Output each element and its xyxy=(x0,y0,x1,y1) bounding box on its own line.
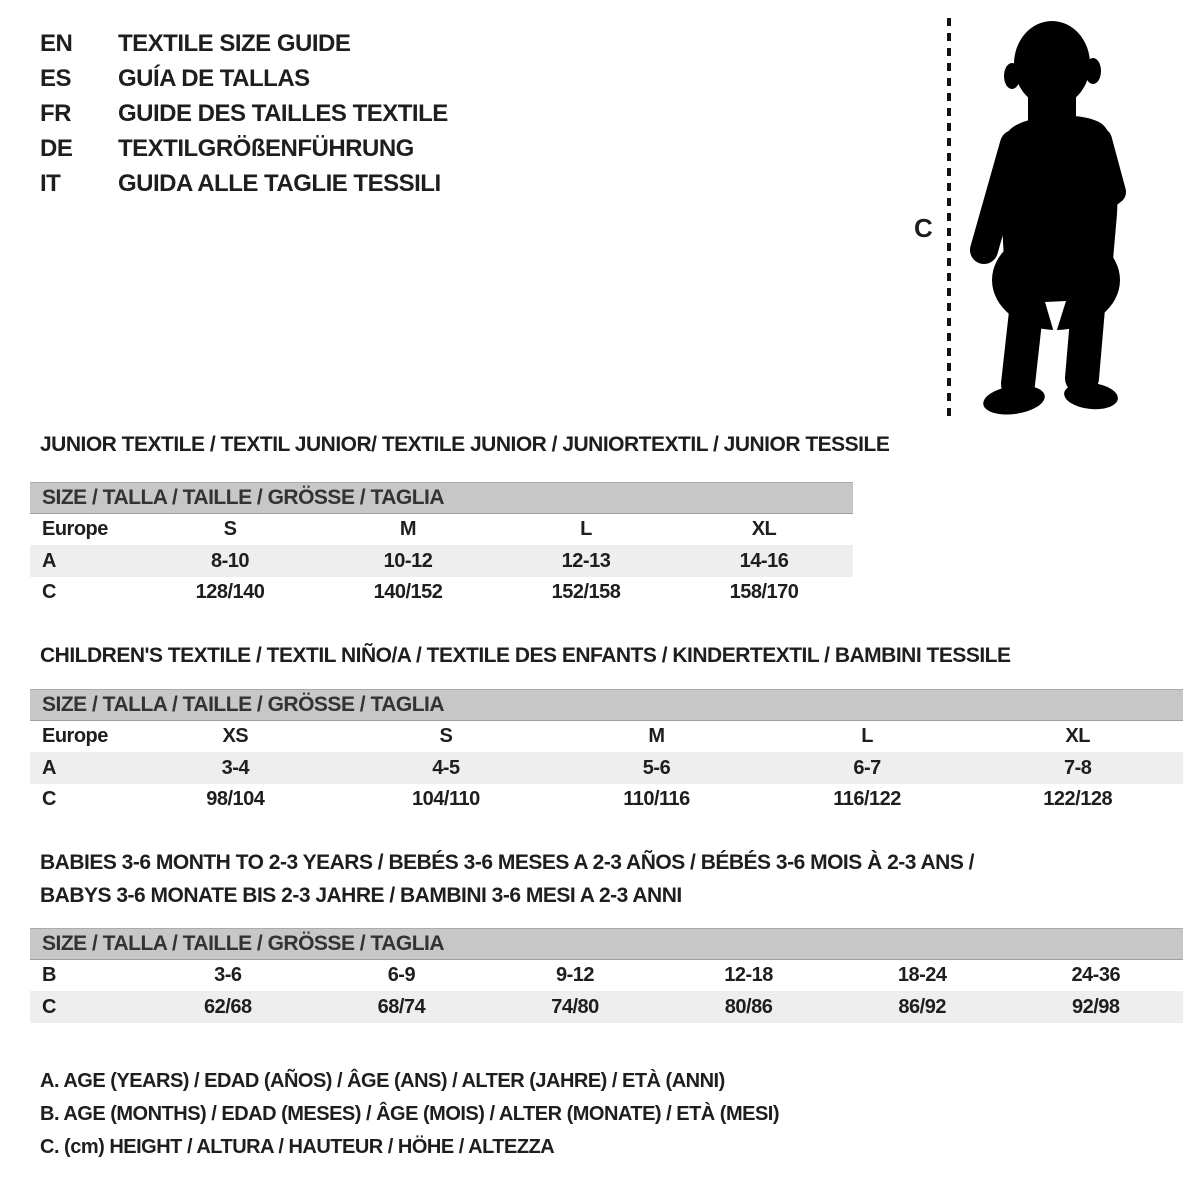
height-value: 140/152 xyxy=(373,581,443,603)
babies-row-b xyxy=(30,960,1183,991)
row-label: A xyxy=(42,756,56,779)
lang-title-it: GUIDA ALLE TAGLIE TESSILI xyxy=(118,170,441,197)
height-value: 104/110 xyxy=(412,788,480,810)
lang-code-fr: FR xyxy=(40,100,71,127)
children-row-a xyxy=(30,752,1183,784)
row-label: A xyxy=(42,549,56,572)
height-value: 68/74 xyxy=(377,995,426,1018)
row-label: Europe xyxy=(42,725,108,747)
size-value: M xyxy=(399,518,417,540)
age-value: 7-8 xyxy=(1063,756,1092,779)
size-value: XS xyxy=(222,725,249,747)
age-value: 14-16 xyxy=(739,549,789,572)
height-value: 86/92 xyxy=(898,995,946,1018)
babies-table-title-line2: BABYS 3-6 MONATE BIS 2-3 JAHRE / BAMBINI 3-6 MESI A 2-3 ANNI xyxy=(40,884,682,907)
height-value: 92/98 xyxy=(1071,995,1120,1018)
lang-row-fr xyxy=(40,96,448,131)
row-label: Europe xyxy=(42,518,108,540)
height-value: 62/68 xyxy=(204,995,252,1018)
height-value: 152/158 xyxy=(551,581,621,603)
lang-row-en xyxy=(40,26,448,61)
age-value: 8-10 xyxy=(210,549,250,572)
row-label: C xyxy=(42,788,56,810)
language-header xyxy=(40,26,448,201)
height-measure-label: C xyxy=(914,213,933,243)
size-value: L xyxy=(861,725,873,747)
lang-title-es: GUÍA DE TALLAS xyxy=(118,65,310,92)
legend-line-b: B. AGE (MONTHS) / EDAD (MESES) / ÂGE (MOIS) / ALTER (MONATE) / ETÀ (MESI) xyxy=(40,1103,780,1125)
babies-size-header-band: SIZE / TALLA / TAILLE / GRÖSSE / TAGLIA xyxy=(30,928,1183,960)
size-value: M xyxy=(648,725,665,747)
age-months-value: 6-9 xyxy=(387,964,416,986)
age-value: 5-6 xyxy=(642,756,671,779)
lang-title-en: TEXTILE SIZE GUIDE xyxy=(118,30,351,57)
lang-code-en: EN xyxy=(40,30,73,57)
height-value: 158/170 xyxy=(729,581,799,603)
height-value: 128/140 xyxy=(195,581,265,603)
junior-row-a xyxy=(30,545,853,577)
lang-row-es xyxy=(40,61,448,96)
height-value: 116/122 xyxy=(833,788,901,810)
children-table-title: CHILDREN'S TEXTILE / TEXTIL NIÑO/A / TEXTILE DES ENFANTS / KINDERTEXTIL / BAMBINI TESSILE xyxy=(40,644,1011,667)
lang-title-fr: GUIDE DES TAILLES TEXTILE xyxy=(118,100,448,127)
lang-code-it: IT xyxy=(40,170,61,197)
junior-size-header-band: SIZE / TALLA / TAILLE / GRÖSSE / TAGLIA xyxy=(30,482,853,514)
toddler-silhouette-icon xyxy=(962,12,1140,424)
age-value: 10-12 xyxy=(383,549,433,572)
row-label: C xyxy=(42,581,56,603)
lang-row-de xyxy=(40,131,448,166)
height-measure-dashed-line xyxy=(947,18,951,418)
row-label: C xyxy=(42,995,56,1018)
size-value: L xyxy=(580,518,592,540)
size-value: XL xyxy=(1065,725,1090,747)
junior-row-europe xyxy=(30,514,853,545)
legend-line-c: C. (cm) HEIGHT / ALTURA / HAUTEUR / HÖHE / ALTEZZA xyxy=(40,1136,555,1158)
size-value: S xyxy=(223,518,237,540)
age-value: 4-5 xyxy=(432,756,460,779)
size-value: XL xyxy=(751,518,777,540)
age-months-value: 18-24 xyxy=(897,964,947,986)
age-months-value: 12-18 xyxy=(724,964,773,986)
lang-title-de: TEXTILGRÖßENFÜHRUNG xyxy=(118,135,414,162)
height-value: 74/80 xyxy=(551,995,599,1018)
age-months-value: 3-6 xyxy=(214,964,242,986)
children-row-europe xyxy=(30,721,1183,752)
row-label: B xyxy=(42,964,56,986)
lang-code-es: ES xyxy=(40,65,72,92)
lang-row-it xyxy=(40,166,448,201)
age-value: 6-7 xyxy=(853,756,881,779)
age-months-value: 9-12 xyxy=(555,964,594,986)
babies-row-c xyxy=(30,991,1183,1023)
children-row-c xyxy=(30,784,1183,815)
age-value: 3-4 xyxy=(221,756,249,779)
legend-line-a: A. AGE (YEARS) / EDAD (AÑOS) / ÂGE (ANS) / ALTER (JAHRE) / ETÀ (ANNI) xyxy=(40,1070,725,1092)
junior-table-title: JUNIOR TEXTILE / TEXTIL JUNIOR/ TEXTILE JUNIOR / JUNIORTEXTIL / JUNIOR TESSILE xyxy=(40,433,890,456)
height-value: 80/86 xyxy=(724,995,773,1018)
height-value: 122/128 xyxy=(1043,788,1113,810)
age-months-value: 24-36 xyxy=(1071,964,1121,986)
junior-row-c xyxy=(30,577,853,608)
height-value: 110/116 xyxy=(623,788,690,810)
babies-table-title-line1: BABIES 3-6 MONTH TO 2-3 YEARS / BEBÉS 3-6 MESES A 2-3 AÑOS / BÉBÉS 3-6 MOIS À 2-3 ANS / xyxy=(40,851,975,874)
age-value: 12-13 xyxy=(561,549,611,572)
children-size-header-band: SIZE / TALLA / TAILLE / GRÖSSE / TAGLIA xyxy=(30,689,1183,721)
height-value: 98/104 xyxy=(206,788,265,810)
size-value: S xyxy=(439,725,453,747)
lang-code-de: DE xyxy=(40,135,73,162)
